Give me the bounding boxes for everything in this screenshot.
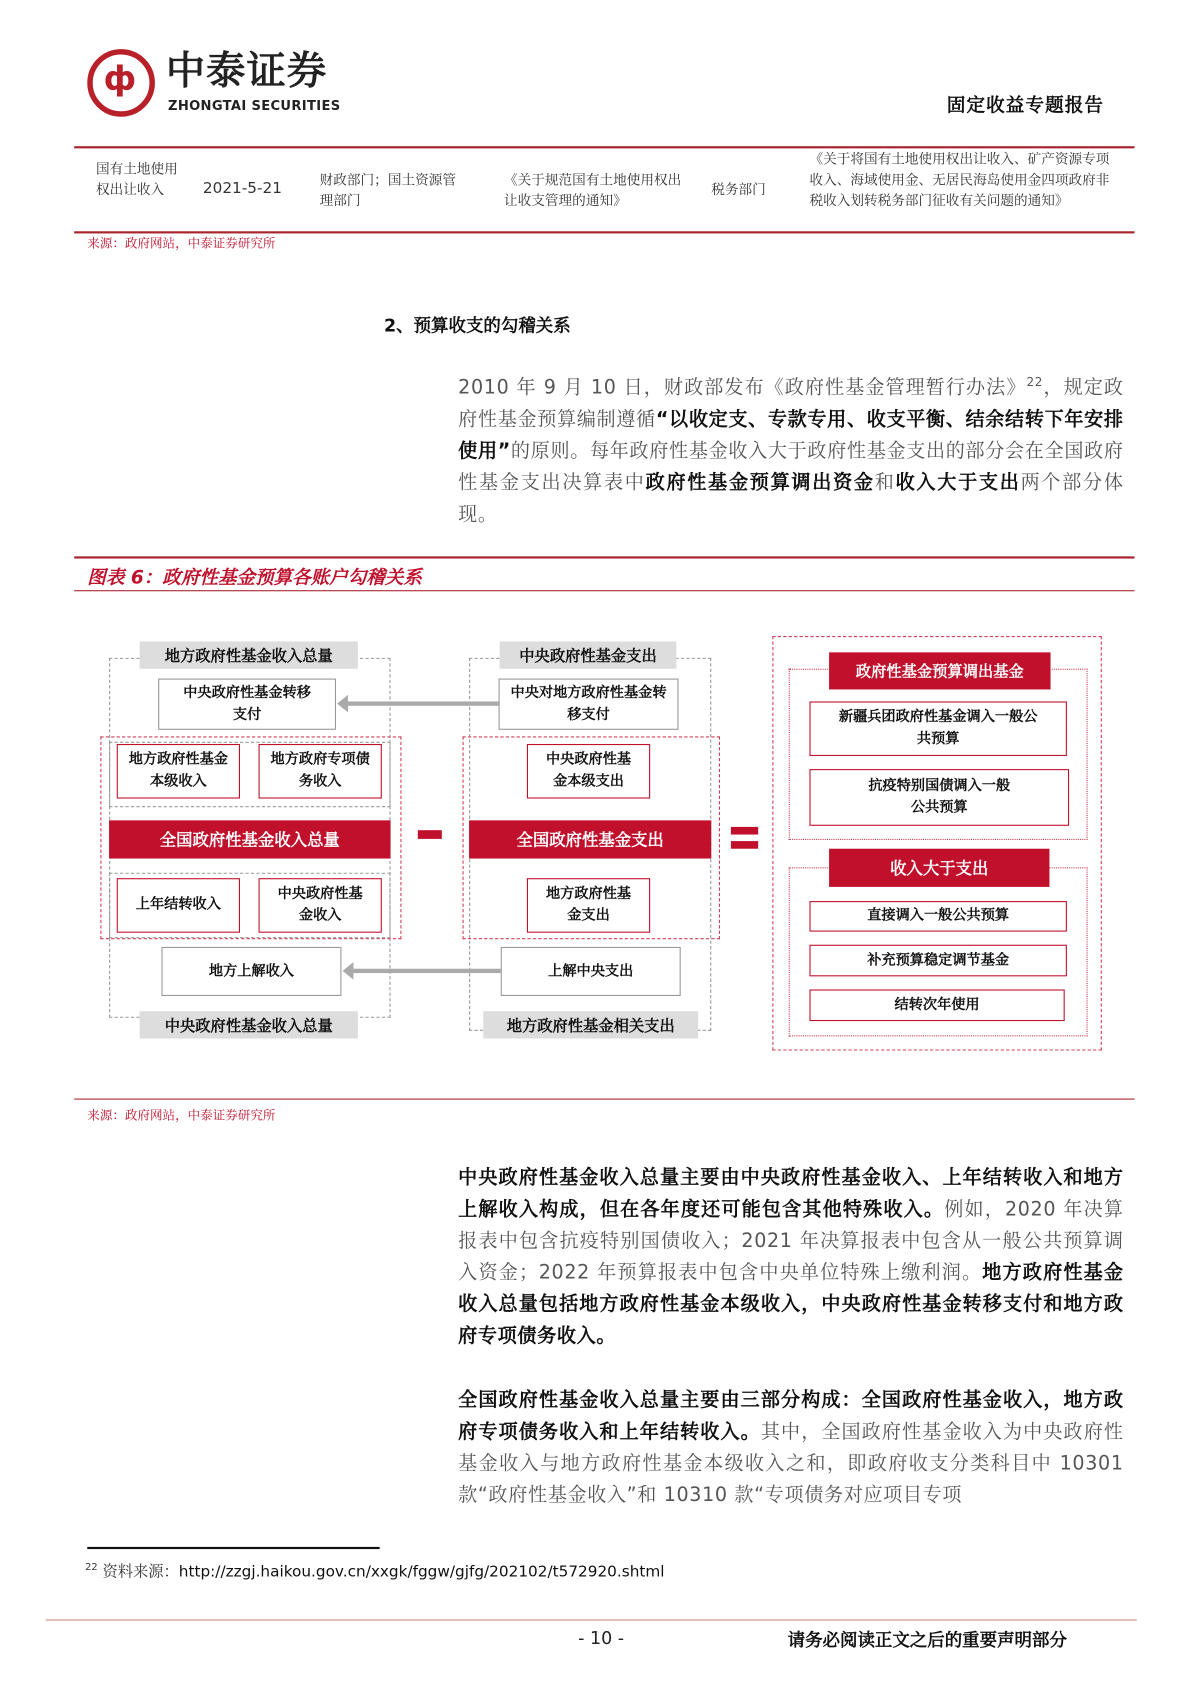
logo-subtext: ZHONGTAI SECURITIES	[167, 98, 341, 114]
footnote-label: 资料来源：	[102, 1563, 179, 1581]
box-local-expense: 地方政府性基金支出	[527, 878, 650, 933]
box-xinjiang-transfer: 新疆兵团政府性基金调入一般公共预算	[809, 701, 1066, 756]
figure-title-rule	[74, 590, 1134, 591]
page-number: - 10 -	[578, 1627, 625, 1649]
footer-disclaimer: 请务必阅读正文之后的重要声明部分	[787, 1629, 1067, 1651]
table-bottom-rule	[74, 231, 1134, 233]
minus-sign	[418, 830, 442, 839]
box-local-own-income: 地方政府性基金本级收入	[117, 744, 240, 799]
header-income-exceeds-expense: 收入大于支出	[829, 849, 1049, 887]
report-type: 固定收益专题报告	[946, 94, 1104, 117]
box-local-remit-income: 地方上解收入	[161, 947, 341, 996]
bar-national-expense: 全国政府性基金支出	[469, 820, 711, 858]
table-cell-issuer: 财政部门；国土资源管理部门	[319, 171, 457, 209]
footnote-rule	[87, 1547, 379, 1549]
box-remit-expense: 上解中央支出	[501, 947, 681, 996]
label-central-income-total: 中央政府性基金收入总量	[140, 1011, 358, 1038]
box-central-income: 中央政府性基金收入	[259, 878, 382, 933]
logo-text: 中泰证券	[165, 49, 328, 94]
footnote-link[interactable]: http://zzgj.haikou.gov.cn/xxgk/fggw/gjfg/202102/t572920.shtml	[178, 1563, 665, 1581]
logo-mark-icon: ф	[103, 59, 137, 99]
bold-text: 收入大于支出	[895, 472, 1021, 494]
section-heading: 2、预算收支的勾稽关系	[383, 315, 571, 336]
text: ，规定政府性基金预算编制遵循	[458, 377, 1124, 431]
label-local-income-total: 地方政府性基金收入总量	[140, 641, 358, 668]
table-cell-date: 2021-5-21	[202, 179, 282, 198]
box-stabilization-fund: 补充预算稳定调节基金	[809, 945, 1066, 977]
table-source: 来源：政府网站，中泰证券研究所	[87, 235, 276, 251]
arrow-left-icon	[352, 969, 500, 973]
footer-rule	[46, 1619, 1137, 1621]
arrow-left-icon	[347, 701, 499, 705]
text: 的原则。每年政府性基金收入大于政府性基金支出的部分会在全国政府性基金支出决算表中	[458, 440, 1124, 494]
figure-source: 来源：政府网站，中泰证券研究所	[87, 1107, 276, 1123]
box-central-transfer: 中央政府性基金转移支付	[158, 679, 336, 730]
equals-sign	[731, 827, 758, 849]
box-carry-next-year: 结转次年使用	[809, 989, 1064, 1021]
paragraph-1	[458, 367, 1123, 532]
bold-text: 全国政府性基金收入总量主要由三部分构成：全国政府性基金收入，地方政府专项债务收入和上年结转收入。	[458, 1389, 1124, 1444]
box-central-to-local-transfer: 中央对地方政府性基金转移支付	[499, 679, 679, 730]
bold-text: 地方政府性基金收入总量包括地方政府性基金本级收入，中央政府性基金转移支付和地方政府专项债务收入。	[458, 1262, 1124, 1348]
table-cell-document: 《关于规范国有土地使用权出让收支管理的通知》	[503, 171, 682, 209]
box-anti-epidemic-transfer: 抗疫特别国债调入一般公共预算	[809, 769, 1069, 826]
text: 和	[874, 472, 896, 494]
bold-text: 中央政府性基金收入总量主要由中央政府性基金收入、上年结转收入和地方上解收入构成，但在各年度还可能包含其他特殊收入。	[458, 1167, 1124, 1221]
bold-text: 政府性基金预算调出资金	[645, 472, 875, 494]
footnote	[85, 1560, 664, 1582]
paragraph-3	[458, 1385, 1123, 1512]
text: 2010 年 9 月 10 日，财政部发布《政府性基金管理暂行办法》	[458, 377, 1027, 400]
box-special-debt-income: 地方政府专项债务收入	[259, 744, 382, 799]
paragraph-2	[458, 1163, 1123, 1353]
box-carryover-income: 上年结转收入	[117, 878, 240, 933]
bold-text: “以收定支、专款专用、收支平衡、结余结转下年安排使用”	[458, 408, 1124, 463]
figure-bottom-rule	[74, 1099, 1134, 1100]
label-local-related-expense: 地方政府性基金相关支出	[483, 1011, 698, 1038]
table-cell-related: 《关于将国有土地使用权出让收入、矿产资源专项收入、海域使用金、无居民海岛使用金四项政府非税收入划转税务部门征收有关问题的通知》	[809, 150, 1110, 209]
figure-top-rule	[74, 556, 1134, 558]
bar-national-income-total: 全国政府性基金收入总量	[109, 820, 390, 858]
footnote-number: 22	[85, 1562, 98, 1574]
text: 其中，全国政府性基金收入为中央政府性基金收入与地方政府性基金本级收入之和，即政府收支分类科目中 10301 款“政府性基金收入”和 10310 款“专项债务对应项目专项	[458, 1421, 1124, 1507]
text: 两个部分体现。	[458, 472, 1124, 526]
figure-title: 图表 6：政府性基金预算各账户勾稽关系	[87, 567, 422, 590]
header-budget-transfer-out: 政府性基金预算调出基金	[829, 652, 1050, 689]
text: 例如，2020 年决算报表中包含抗疫特别国债收入；2021 年决算报表中包含从一般公共预算调入资金；2022 年预算报表中包含中央单位特殊上缴利润。	[458, 1198, 1124, 1284]
label-central-expense: 中央政府性基金支出	[500, 641, 677, 668]
footnote-ref[interactable]: 22	[1026, 375, 1044, 390]
box-direct-transfer: 直接调入一般公共预算	[809, 901, 1066, 932]
table-cell-item: 国有土地使用权出让收入	[95, 160, 178, 198]
box-central-own-expense: 中央政府性基金本级支出	[527, 744, 650, 799]
table-cell-dept: 税务部门	[711, 181, 766, 198]
